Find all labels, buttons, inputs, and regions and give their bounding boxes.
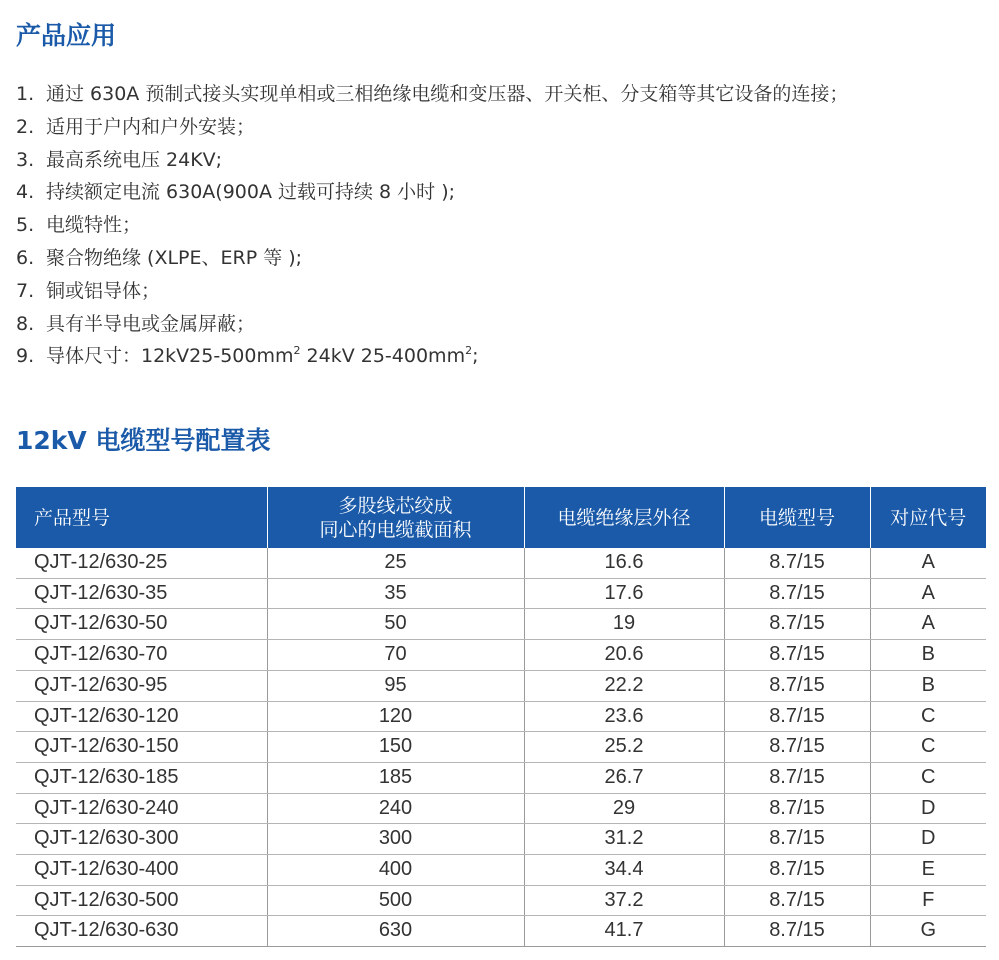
cell-code: D [870, 824, 986, 855]
table-row [16, 609, 986, 640]
header-insulation-diameter: 电缆绝缘层外径 [524, 487, 724, 548]
table-row [16, 640, 986, 671]
table-row [16, 701, 986, 732]
table-row [16, 670, 986, 701]
table-row [16, 548, 986, 578]
cell-cable-type: 8.7/15 [724, 640, 870, 671]
cell-code: B [870, 640, 986, 671]
cell-cross-section: 70 [267, 640, 524, 671]
cell-cross-section: 630 [267, 916, 524, 947]
cell-code: F [870, 885, 986, 916]
cell-cross-section: 35 [267, 578, 524, 609]
cell-model: QJT-12/630-50 [16, 609, 267, 640]
cell-cross-section: 500 [267, 885, 524, 916]
application-item: 7. 铜或铝导体； [16, 279, 161, 302]
cable-table-title: 12kV 电缆型号配置表 [16, 426, 271, 455]
table-header-row [16, 487, 986, 548]
table-row [16, 885, 986, 916]
table-row [16, 793, 986, 824]
application-item: 5. 电缆特性； [16, 214, 142, 237]
application-item: 3. 最高系统电压 24KV; [16, 148, 223, 171]
cell-model: QJT-12/630-630 [16, 916, 267, 947]
table-row [16, 855, 986, 886]
cell-insulation-diameter: 31.2 [524, 824, 724, 855]
cell-model: QJT-12/630-25 [16, 548, 267, 578]
cell-cable-type: 8.7/15 [724, 885, 870, 916]
cell-cross-section: 150 [267, 732, 524, 763]
cell-insulation-diameter: 16.6 [524, 548, 724, 578]
cell-model: QJT-12/630-400 [16, 855, 267, 886]
cell-cable-type: 8.7/15 [724, 609, 870, 640]
application-item: 8. 具有半导电或金属屏蔽； [16, 312, 256, 335]
cell-insulation-diameter: 29 [524, 793, 724, 824]
cell-model: QJT-12/630-150 [16, 732, 267, 763]
cell-insulation-diameter: 37.2 [524, 885, 724, 916]
header-cable-type: 电缆型号 [724, 487, 870, 548]
header-cross-section-line1: 多股线芯绞成 [338, 494, 453, 517]
table-row [16, 916, 986, 947]
cell-cross-section: 400 [267, 855, 524, 886]
cell-model: QJT-12/630-35 [16, 578, 267, 609]
header-code: 对应代号 [870, 487, 986, 548]
application-item-conductor-size: 9. 导体尺寸：$12kV25-500mm^2$ 24kV $25-400mm^2$; [16, 344, 479, 368]
table-row [16, 762, 986, 793]
cell-cable-type: 8.7/15 [724, 701, 870, 732]
cell-code: C [870, 701, 986, 732]
cell-insulation-diameter: 26.7 [524, 762, 724, 793]
cell-cable-type: 8.7/15 [724, 824, 870, 855]
cell-model: QJT-12/630-240 [16, 793, 267, 824]
application-item: 1. 通过 630A 预制式接头实现单相或三相绝缘电缆和变压器、开关柜、分支箱等其它设备的连接； [16, 83, 849, 105]
header-model: 产品型号 [16, 487, 267, 548]
cell-cross-section: 25 [267, 548, 524, 578]
cell-code: B [870, 670, 986, 701]
cell-code: A [870, 578, 986, 609]
cell-cross-section: 300 [267, 824, 524, 855]
cell-model: QJT-12/630-185 [16, 762, 267, 793]
cell-cross-section: 120 [267, 701, 524, 732]
cell-cross-section: 185 [267, 762, 524, 793]
cell-insulation-diameter: 41.7 [524, 916, 724, 947]
cell-insulation-diameter: 17.6 [524, 578, 724, 609]
cell-model: QJT-12/630-300 [16, 824, 267, 855]
cell-cable-type: 8.7/15 [724, 793, 870, 824]
cell-model: QJT-12/630-70 [16, 640, 267, 671]
cell-model: QJT-12/630-500 [16, 885, 267, 916]
cell-insulation-diameter: 34.4 [524, 855, 724, 886]
cell-cable-type: 8.7/15 [724, 548, 870, 578]
cable-config-table [16, 487, 986, 947]
cell-code: C [870, 732, 986, 763]
cell-code: C [870, 762, 986, 793]
cell-code: A [870, 609, 986, 640]
applications-title: 产品应用 [16, 21, 117, 50]
table-row [16, 824, 986, 855]
cell-code: A [870, 548, 986, 578]
application-item: 4. 持续额定电流 630A(900A 过载可持续 8 小时 ); [16, 181, 456, 204]
cell-code: D [870, 793, 986, 824]
applications-list [16, 78, 848, 373]
cell-model: QJT-12/630-95 [16, 670, 267, 701]
cell-cable-type: 8.7/15 [724, 732, 870, 763]
cell-cross-section: 50 [267, 609, 524, 640]
table-body [16, 548, 986, 947]
table-row [16, 578, 986, 609]
application-item: 2. 适用于户内和户外安装； [16, 115, 256, 138]
cell-cable-type: 8.7/15 [724, 855, 870, 886]
cell-cable-type: 8.7/15 [724, 670, 870, 701]
cell-cross-section: 240 [267, 793, 524, 824]
cell-cross-section: 95 [267, 670, 524, 701]
application-item: 6. 聚合物绝缘 (XLPE、ERP 等 ); [16, 246, 303, 269]
cell-cable-type: 8.7/15 [724, 916, 870, 947]
header-cross-section [267, 487, 524, 548]
cell-code: E [870, 855, 986, 886]
cell-cable-type: 8.7/15 [724, 762, 870, 793]
cell-insulation-diameter: 19 [524, 609, 724, 640]
cell-cable-type: 8.7/15 [724, 578, 870, 609]
header-cross-section-line2: 同心的电缆截面积 [319, 518, 472, 541]
cell-model: QJT-12/630-120 [16, 701, 267, 732]
cell-insulation-diameter: 22.2 [524, 670, 724, 701]
cell-insulation-diameter: 20.6 [524, 640, 724, 671]
cell-insulation-diameter: 25.2 [524, 732, 724, 763]
table-row [16, 732, 986, 763]
cell-code: G [870, 916, 986, 947]
cell-insulation-diameter: 23.6 [524, 701, 724, 732]
